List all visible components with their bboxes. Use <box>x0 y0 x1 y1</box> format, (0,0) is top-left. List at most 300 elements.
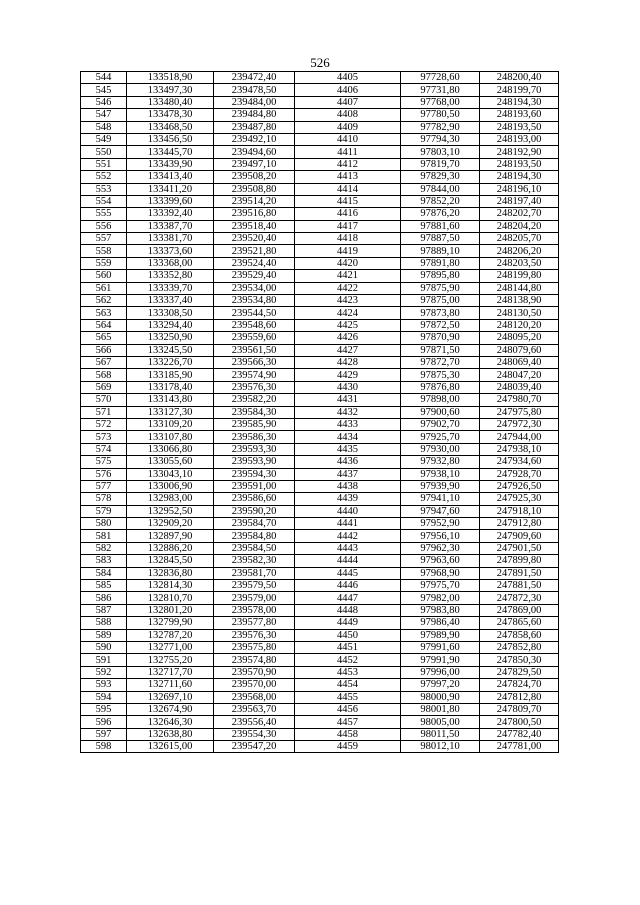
x-coordinate-a-cell: 133066,80 <box>127 443 214 455</box>
x-coordinate-a-cell: 133245,50 <box>127 344 214 356</box>
y-coordinate-b-cell: 247899,80 <box>480 555 559 567</box>
table-row <box>81 542 559 554</box>
table-row <box>81 617 559 629</box>
x-coordinate-b-cell: 97887,50 <box>401 233 480 245</box>
table-row <box>81 72 559 84</box>
x-coordinate-b-cell: 97782,90 <box>401 121 480 133</box>
y-coordinate-b-cell: 248206,20 <box>480 245 559 257</box>
point-number-b-cell: 4426 <box>295 332 401 344</box>
point-number-a-cell: 578 <box>81 493 127 505</box>
point-number-a-cell: 547 <box>81 109 127 121</box>
point-number-b-cell: 4422 <box>295 282 401 294</box>
table-row <box>81 567 559 579</box>
x-coordinate-a-cell: 133381,70 <box>127 233 214 245</box>
x-coordinate-a-cell: 133413,40 <box>127 171 214 183</box>
y-coordinate-a-cell: 239484,00 <box>214 96 295 108</box>
point-number-a-cell: 544 <box>81 72 127 84</box>
table-row <box>81 641 559 653</box>
y-coordinate-b-cell: 247809,70 <box>480 703 559 715</box>
y-coordinate-b-cell: 247980,70 <box>480 394 559 406</box>
y-coordinate-a-cell: 239566,30 <box>214 356 295 368</box>
y-coordinate-a-cell: 239478,50 <box>214 84 295 96</box>
table-row <box>81 666 559 678</box>
x-coordinate-a-cell: 132814,30 <box>127 580 214 592</box>
y-coordinate-a-cell: 239492,10 <box>214 133 295 145</box>
table-row <box>81 679 559 691</box>
table-row <box>81 381 559 393</box>
point-number-a-cell: 590 <box>81 641 127 653</box>
x-coordinate-a-cell: 132755,20 <box>127 654 214 666</box>
point-number-b-cell: 4459 <box>295 741 401 753</box>
x-coordinate-a-cell: 132801,20 <box>127 604 214 616</box>
x-coordinate-b-cell: 97968,90 <box>401 567 480 579</box>
point-number-b-cell: 4450 <box>295 629 401 641</box>
x-coordinate-b-cell: 97989,90 <box>401 629 480 641</box>
table-row <box>81 183 559 195</box>
x-coordinate-b-cell: 97895,80 <box>401 270 480 282</box>
x-coordinate-a-cell: 132886,20 <box>127 542 214 554</box>
table-row <box>81 555 559 567</box>
point-number-b-cell: 4443 <box>295 542 401 554</box>
table-row <box>81 282 559 294</box>
point-number-b-cell: 4423 <box>295 295 401 307</box>
y-coordinate-a-cell: 239524,40 <box>214 257 295 269</box>
y-coordinate-b-cell: 247782,40 <box>480 728 559 740</box>
y-coordinate-a-cell: 239586,30 <box>214 431 295 443</box>
y-coordinate-b-cell: 247909,60 <box>480 530 559 542</box>
x-coordinate-a-cell: 133143,80 <box>127 394 214 406</box>
y-coordinate-b-cell: 247850,30 <box>480 654 559 666</box>
y-coordinate-b-cell: 248202,70 <box>480 208 559 220</box>
x-coordinate-b-cell: 97986,40 <box>401 617 480 629</box>
x-coordinate-a-cell: 133456,50 <box>127 133 214 145</box>
y-coordinate-b-cell: 247901,50 <box>480 542 559 554</box>
table-row <box>81 406 559 418</box>
y-coordinate-b-cell: 247938,10 <box>480 443 559 455</box>
point-number-b-cell: 4444 <box>295 555 401 567</box>
x-coordinate-a-cell: 133387,70 <box>127 220 214 232</box>
y-coordinate-a-cell: 239582,30 <box>214 555 295 567</box>
y-coordinate-b-cell: 248120,20 <box>480 319 559 331</box>
y-coordinate-a-cell: 239534,80 <box>214 295 295 307</box>
y-coordinate-a-cell: 239554,30 <box>214 728 295 740</box>
point-number-a-cell: 556 <box>81 220 127 232</box>
point-number-a-cell: 597 <box>81 728 127 740</box>
point-number-a-cell: 588 <box>81 617 127 629</box>
point-number-a-cell: 592 <box>81 666 127 678</box>
x-coordinate-b-cell: 97870,90 <box>401 332 480 344</box>
x-coordinate-a-cell: 133468,50 <box>127 121 214 133</box>
x-coordinate-b-cell: 97991,60 <box>401 641 480 653</box>
table-row <box>81 691 559 703</box>
point-number-a-cell: 545 <box>81 84 127 96</box>
y-coordinate-a-cell: 239584,50 <box>214 542 295 554</box>
x-coordinate-b-cell: 97794,30 <box>401 133 480 145</box>
point-number-a-cell: 589 <box>81 629 127 641</box>
table-row <box>81 592 559 604</box>
point-number-b-cell: 4455 <box>295 691 401 703</box>
coordinates-table-body <box>81 72 559 753</box>
x-coordinate-b-cell: 97963,60 <box>401 555 480 567</box>
y-coordinate-b-cell: 247824,70 <box>480 679 559 691</box>
table-row <box>81 208 559 220</box>
x-coordinate-a-cell: 133411,20 <box>127 183 214 195</box>
x-coordinate-b-cell: 97930,00 <box>401 443 480 455</box>
point-number-b-cell: 4448 <box>295 604 401 616</box>
x-coordinate-a-cell: 133445,70 <box>127 146 214 158</box>
point-number-b-cell: 4449 <box>295 617 401 629</box>
y-coordinate-b-cell: 247975,80 <box>480 406 559 418</box>
x-coordinate-a-cell: 133518,90 <box>127 72 214 84</box>
table-row <box>81 195 559 207</box>
x-coordinate-b-cell: 97997,20 <box>401 679 480 691</box>
x-coordinate-b-cell: 97900,60 <box>401 406 480 418</box>
x-coordinate-b-cell: 97829,30 <box>401 171 480 183</box>
point-number-b-cell: 4421 <box>295 270 401 282</box>
y-coordinate-a-cell: 239520,40 <box>214 233 295 245</box>
y-coordinate-b-cell: 248193,50 <box>480 158 559 170</box>
y-coordinate-b-cell: 247926,50 <box>480 480 559 492</box>
point-number-b-cell: 4454 <box>295 679 401 691</box>
point-number-a-cell: 593 <box>81 679 127 691</box>
x-coordinate-b-cell: 97803,10 <box>401 146 480 158</box>
point-number-b-cell: 4435 <box>295 443 401 455</box>
x-coordinate-a-cell: 133368,00 <box>127 257 214 269</box>
point-number-b-cell: 4437 <box>295 468 401 480</box>
point-number-b-cell: 4406 <box>295 84 401 96</box>
table-row <box>81 518 559 530</box>
x-coordinate-b-cell: 97982,00 <box>401 592 480 604</box>
x-coordinate-b-cell: 97947,60 <box>401 505 480 517</box>
x-coordinate-b-cell: 97898,00 <box>401 394 480 406</box>
y-coordinate-b-cell: 248200,40 <box>480 72 559 84</box>
x-coordinate-a-cell: 133127,30 <box>127 406 214 418</box>
table-row <box>81 96 559 108</box>
y-coordinate-a-cell: 239508,20 <box>214 171 295 183</box>
table-row <box>81 133 559 145</box>
x-coordinate-b-cell: 97902,70 <box>401 418 480 430</box>
point-number-b-cell: 4447 <box>295 592 401 604</box>
x-coordinate-a-cell: 132983,00 <box>127 493 214 505</box>
table-row <box>81 530 559 542</box>
x-coordinate-a-cell: 133339,70 <box>127 282 214 294</box>
y-coordinate-b-cell: 248144,80 <box>480 282 559 294</box>
y-coordinate-b-cell: 248199,70 <box>480 84 559 96</box>
x-coordinate-b-cell: 97891,80 <box>401 257 480 269</box>
table-row <box>81 84 559 96</box>
x-coordinate-b-cell: 97871,50 <box>401 344 480 356</box>
x-coordinate-a-cell: 133294,40 <box>127 319 214 331</box>
y-coordinate-b-cell: 248196,10 <box>480 183 559 195</box>
y-coordinate-b-cell: 248138,90 <box>480 295 559 307</box>
point-number-a-cell: 591 <box>81 654 127 666</box>
point-number-a-cell: 584 <box>81 567 127 579</box>
x-coordinate-a-cell: 132836,80 <box>127 567 214 579</box>
x-coordinate-b-cell: 97875,90 <box>401 282 480 294</box>
point-number-b-cell: 4411 <box>295 146 401 158</box>
y-coordinate-b-cell: 248193,50 <box>480 121 559 133</box>
y-coordinate-a-cell: 239494,60 <box>214 146 295 158</box>
x-coordinate-a-cell: 133373,60 <box>127 245 214 257</box>
y-coordinate-b-cell: 247881,50 <box>480 580 559 592</box>
y-coordinate-a-cell: 239529,40 <box>214 270 295 282</box>
table-row <box>81 604 559 616</box>
point-number-b-cell: 4429 <box>295 369 401 381</box>
point-number-a-cell: 548 <box>81 121 127 133</box>
table-row <box>81 121 559 133</box>
y-coordinate-a-cell: 239585,90 <box>214 418 295 430</box>
x-coordinate-a-cell: 133497,30 <box>127 84 214 96</box>
point-number-a-cell: 583 <box>81 555 127 567</box>
point-number-b-cell: 4434 <box>295 431 401 443</box>
x-coordinate-b-cell: 98012,10 <box>401 741 480 753</box>
point-number-b-cell: 4417 <box>295 220 401 232</box>
y-coordinate-b-cell: 247934,60 <box>480 456 559 468</box>
point-number-b-cell: 4430 <box>295 381 401 393</box>
point-number-a-cell: 564 <box>81 319 127 331</box>
y-coordinate-b-cell: 247918,10 <box>480 505 559 517</box>
point-number-a-cell: 568 <box>81 369 127 381</box>
y-coordinate-a-cell: 239521,80 <box>214 245 295 257</box>
y-coordinate-a-cell: 239487,80 <box>214 121 295 133</box>
point-number-a-cell: 559 <box>81 257 127 269</box>
x-coordinate-a-cell: 133226,70 <box>127 356 214 368</box>
x-coordinate-b-cell: 97941,10 <box>401 493 480 505</box>
x-coordinate-b-cell: 97962,30 <box>401 542 480 554</box>
x-coordinate-a-cell: 133006,90 <box>127 480 214 492</box>
point-number-a-cell: 563 <box>81 307 127 319</box>
y-coordinate-b-cell: 248205,70 <box>480 233 559 245</box>
y-coordinate-b-cell: 247928,70 <box>480 468 559 480</box>
table-row <box>81 369 559 381</box>
table-row <box>81 741 559 753</box>
point-number-a-cell: 581 <box>81 530 127 542</box>
y-coordinate-b-cell: 247944,00 <box>480 431 559 443</box>
x-coordinate-a-cell: 133043,10 <box>127 468 214 480</box>
y-coordinate-b-cell: 248095,20 <box>480 332 559 344</box>
y-coordinate-a-cell: 239570,00 <box>214 679 295 691</box>
x-coordinate-b-cell: 97731,80 <box>401 84 480 96</box>
point-number-b-cell: 4432 <box>295 406 401 418</box>
y-coordinate-a-cell: 239570,90 <box>214 666 295 678</box>
x-coordinate-b-cell: 97939,90 <box>401 480 480 492</box>
y-coordinate-a-cell: 239593,90 <box>214 456 295 468</box>
point-number-b-cell: 4456 <box>295 703 401 715</box>
point-number-a-cell: 577 <box>81 480 127 492</box>
x-coordinate-b-cell: 98011,50 <box>401 728 480 740</box>
point-number-b-cell: 4419 <box>295 245 401 257</box>
x-coordinate-b-cell: 97996,00 <box>401 666 480 678</box>
x-coordinate-b-cell: 97872,70 <box>401 356 480 368</box>
point-number-a-cell: 576 <box>81 468 127 480</box>
table-row <box>81 456 559 468</box>
table-row <box>81 418 559 430</box>
x-coordinate-b-cell: 97956,10 <box>401 530 480 542</box>
x-coordinate-b-cell: 98001,80 <box>401 703 480 715</box>
y-coordinate-b-cell: 247781,00 <box>480 741 559 753</box>
y-coordinate-a-cell: 239581,70 <box>214 567 295 579</box>
x-coordinate-a-cell: 133250,90 <box>127 332 214 344</box>
x-coordinate-a-cell: 132787,20 <box>127 629 214 641</box>
point-number-a-cell: 558 <box>81 245 127 257</box>
y-coordinate-b-cell: 247829,50 <box>480 666 559 678</box>
table-row <box>81 703 559 715</box>
x-coordinate-a-cell: 132909,20 <box>127 518 214 530</box>
x-coordinate-b-cell: 97983,80 <box>401 604 480 616</box>
y-coordinate-a-cell: 239584,30 <box>214 406 295 418</box>
point-number-b-cell: 4405 <box>295 72 401 84</box>
point-number-a-cell: 580 <box>81 518 127 530</box>
x-coordinate-a-cell: 133399,60 <box>127 195 214 207</box>
y-coordinate-a-cell: 239516,80 <box>214 208 295 220</box>
x-coordinate-a-cell: 132810,70 <box>127 592 214 604</box>
y-coordinate-b-cell: 248047,20 <box>480 369 559 381</box>
y-coordinate-b-cell: 247865,60 <box>480 617 559 629</box>
y-coordinate-a-cell: 239593,30 <box>214 443 295 455</box>
x-coordinate-a-cell: 133055,60 <box>127 456 214 468</box>
y-coordinate-b-cell: 248069,40 <box>480 356 559 368</box>
table-row <box>81 295 559 307</box>
table-row <box>81 245 559 257</box>
x-coordinate-b-cell: 97768,00 <box>401 96 480 108</box>
x-coordinate-a-cell: 133480,40 <box>127 96 214 108</box>
point-number-b-cell: 4425 <box>295 319 401 331</box>
point-number-a-cell: 557 <box>81 233 127 245</box>
point-number-a-cell: 546 <box>81 96 127 108</box>
point-number-a-cell: 566 <box>81 344 127 356</box>
y-coordinate-a-cell: 239559,60 <box>214 332 295 344</box>
point-number-b-cell: 4446 <box>295 580 401 592</box>
point-number-b-cell: 4413 <box>295 171 401 183</box>
table-row <box>81 505 559 517</box>
y-coordinate-a-cell: 239561,50 <box>214 344 295 356</box>
y-coordinate-a-cell: 239579,50 <box>214 580 295 592</box>
y-coordinate-b-cell: 248204,20 <box>480 220 559 232</box>
x-coordinate-b-cell: 97876,20 <box>401 208 480 220</box>
point-number-b-cell: 4441 <box>295 518 401 530</box>
point-number-a-cell: 598 <box>81 741 127 753</box>
point-number-a-cell: 569 <box>81 381 127 393</box>
y-coordinate-a-cell: 239497,10 <box>214 158 295 170</box>
point-number-a-cell: 579 <box>81 505 127 517</box>
point-number-b-cell: 4420 <box>295 257 401 269</box>
y-coordinate-a-cell: 239574,80 <box>214 654 295 666</box>
y-coordinate-b-cell: 247872,30 <box>480 592 559 604</box>
x-coordinate-b-cell: 97881,60 <box>401 220 480 232</box>
y-coordinate-a-cell: 239484,80 <box>214 109 295 121</box>
x-coordinate-a-cell: 133392,40 <box>127 208 214 220</box>
y-coordinate-b-cell: 248039,40 <box>480 381 559 393</box>
point-number-b-cell: 4428 <box>295 356 401 368</box>
x-coordinate-a-cell: 132771,00 <box>127 641 214 653</box>
table-row <box>81 220 559 232</box>
point-number-a-cell: 572 <box>81 418 127 430</box>
y-coordinate-a-cell: 239508,80 <box>214 183 295 195</box>
y-coordinate-a-cell: 239472,40 <box>214 72 295 84</box>
point-number-a-cell: 587 <box>81 604 127 616</box>
y-coordinate-b-cell: 247912,80 <box>480 518 559 530</box>
x-coordinate-b-cell: 97975,70 <box>401 580 480 592</box>
x-coordinate-a-cell: 132845,50 <box>127 555 214 567</box>
x-coordinate-a-cell: 132717,70 <box>127 666 214 678</box>
point-number-b-cell: 4407 <box>295 96 401 108</box>
x-coordinate-a-cell: 132697,10 <box>127 691 214 703</box>
table-row <box>81 468 559 480</box>
x-coordinate-a-cell: 133478,30 <box>127 109 214 121</box>
x-coordinate-a-cell: 133185,90 <box>127 369 214 381</box>
point-number-a-cell: 561 <box>81 282 127 294</box>
y-coordinate-a-cell: 239576,30 <box>214 381 295 393</box>
coordinates-table <box>80 71 559 753</box>
x-coordinate-a-cell: 133107,80 <box>127 431 214 443</box>
point-number-a-cell: 571 <box>81 406 127 418</box>
y-coordinate-b-cell: 247972,30 <box>480 418 559 430</box>
table-row <box>81 629 559 641</box>
x-coordinate-a-cell: 133352,80 <box>127 270 214 282</box>
point-number-b-cell: 4453 <box>295 666 401 678</box>
point-number-b-cell: 4440 <box>295 505 401 517</box>
y-coordinate-a-cell: 239534,00 <box>214 282 295 294</box>
point-number-b-cell: 4418 <box>295 233 401 245</box>
table-row <box>81 171 559 183</box>
point-number-b-cell: 4431 <box>295 394 401 406</box>
point-number-a-cell: 575 <box>81 456 127 468</box>
table-row <box>81 233 559 245</box>
y-coordinate-b-cell: 247891,50 <box>480 567 559 579</box>
x-coordinate-b-cell: 97728,60 <box>401 72 480 84</box>
point-number-b-cell: 4412 <box>295 158 401 170</box>
point-number-b-cell: 4424 <box>295 307 401 319</box>
point-number-a-cell: 595 <box>81 703 127 715</box>
y-coordinate-a-cell: 239582,20 <box>214 394 295 406</box>
point-number-b-cell: 4409 <box>295 121 401 133</box>
x-coordinate-b-cell: 97873,80 <box>401 307 480 319</box>
table-row <box>81 146 559 158</box>
x-coordinate-a-cell: 132638,80 <box>127 728 214 740</box>
point-number-b-cell: 4452 <box>295 654 401 666</box>
point-number-b-cell: 4438 <box>295 480 401 492</box>
table-row <box>81 443 559 455</box>
y-coordinate-a-cell: 239514,20 <box>214 195 295 207</box>
x-coordinate-a-cell: 132646,30 <box>127 716 214 728</box>
point-number-a-cell: 586 <box>81 592 127 604</box>
y-coordinate-b-cell: 248194,30 <box>480 96 559 108</box>
y-coordinate-b-cell: 247858,60 <box>480 629 559 641</box>
x-coordinate-a-cell: 132952,50 <box>127 505 214 517</box>
y-coordinate-a-cell: 239548,60 <box>214 319 295 331</box>
y-coordinate-a-cell: 239578,00 <box>214 604 295 616</box>
x-coordinate-b-cell: 97932,80 <box>401 456 480 468</box>
x-coordinate-a-cell: 133109,20 <box>127 418 214 430</box>
y-coordinate-a-cell: 239590,20 <box>214 505 295 517</box>
x-coordinate-b-cell: 97938,10 <box>401 468 480 480</box>
x-coordinate-b-cell: 98000,90 <box>401 691 480 703</box>
x-coordinate-b-cell: 98005,00 <box>401 716 480 728</box>
y-coordinate-b-cell: 248193,00 <box>480 133 559 145</box>
y-coordinate-b-cell: 247800,50 <box>480 716 559 728</box>
x-coordinate-b-cell: 97872,50 <box>401 319 480 331</box>
table-row <box>81 307 559 319</box>
y-coordinate-a-cell: 239547,20 <box>214 741 295 753</box>
y-coordinate-a-cell: 239518,40 <box>214 220 295 232</box>
y-coordinate-a-cell: 239594,30 <box>214 468 295 480</box>
x-coordinate-a-cell: 132711,60 <box>127 679 214 691</box>
y-coordinate-a-cell: 239591,00 <box>214 480 295 492</box>
table-row <box>81 319 559 331</box>
x-coordinate-b-cell: 97876,80 <box>401 381 480 393</box>
point-number-a-cell: 570 <box>81 394 127 406</box>
point-number-b-cell: 4408 <box>295 109 401 121</box>
